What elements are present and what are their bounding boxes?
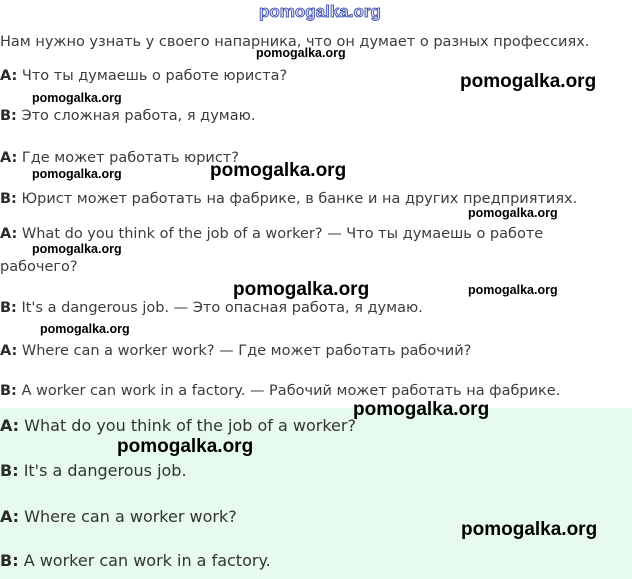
watermark: pomogalka.org: [117, 436, 254, 457]
watermark: pomogalka.org: [256, 46, 346, 60]
dialogue-text: What do you think of the job of a worker? — Что ты думаешь о работе: [21, 226, 544, 242]
watermark: pomogalka.org: [32, 167, 122, 181]
watermark: pomogalka.org: [461, 519, 598, 540]
speaker-label: A:: [0, 343, 18, 359]
english-text: A worker can work in a factory.: [23, 551, 271, 570]
dialogue-text: Юрист может работать на фабрике, в банке и на других предприятиях.: [21, 191, 578, 207]
speaker-label: A:: [0, 150, 18, 166]
speaker-label: A:: [0, 416, 20, 435]
dialogue-line: [0, 342, 471, 360]
speaker-label: B:: [0, 461, 19, 480]
speaker-label: B:: [0, 191, 17, 207]
dialogue-line: [0, 225, 543, 243]
dialogue-line: [0, 149, 239, 167]
dialogue-line-continuation: рабочего?: [0, 259, 78, 275]
dialogue-line: [0, 107, 255, 125]
dialogue-text: A worker can work in a factory. — Рабочий может работать на фабрике.: [21, 383, 561, 399]
watermark: pomogalka.org: [460, 71, 597, 92]
watermark: pomogalka.org: [40, 322, 130, 336]
speaker-label: B:: [0, 551, 19, 570]
english-text: It's a dangerous job.: [23, 461, 187, 480]
watermark: pomogalka.org: [468, 206, 558, 220]
speaker-label: A:: [0, 68, 18, 84]
watermark: pomogalka.org: [32, 242, 122, 256]
dialogue-line: [0, 299, 423, 317]
dialogue-text: It's a dangerous job. — Это опасная работа, я думаю.: [21, 300, 423, 316]
watermark: pomogalka.org: [32, 91, 122, 105]
watermark: pomogalka.org: [210, 160, 347, 181]
dialogue-line: [0, 67, 287, 85]
speaker-label: B:: [0, 383, 17, 399]
dialogue-text: Что ты думаешь о работе юриста?: [21, 68, 288, 84]
english-text: Where can a worker work?: [24, 507, 237, 526]
speaker-label: A:: [0, 507, 20, 526]
dialogue-line: [0, 382, 560, 400]
speaker-label: B:: [0, 108, 17, 124]
dialogue-text: Where can a worker work? — Где может работать рабочий?: [21, 343, 472, 359]
english-line: [0, 416, 356, 436]
dialogue-text: Это сложная работа, я думаю.: [21, 108, 256, 124]
english-line: [0, 551, 271, 571]
watermark: pomogalka.org: [468, 283, 558, 297]
watermark: pomogalka.org: [233, 279, 370, 300]
english-line: [0, 507, 237, 527]
speaker-label: A:: [0, 226, 18, 242]
english-text: What do you think of the job of a worker?: [24, 416, 356, 435]
header-watermark: pomogalka.org: [259, 2, 381, 21]
intro-text: Нам нужно узнать у своего напарника, что он думает о разных профессиях.: [0, 34, 590, 50]
dialogue-text: Где может работать юрист?: [21, 150, 239, 166]
speaker-label: B:: [0, 300, 17, 316]
english-line: [0, 461, 187, 481]
watermark: pomogalka.org: [353, 399, 490, 420]
